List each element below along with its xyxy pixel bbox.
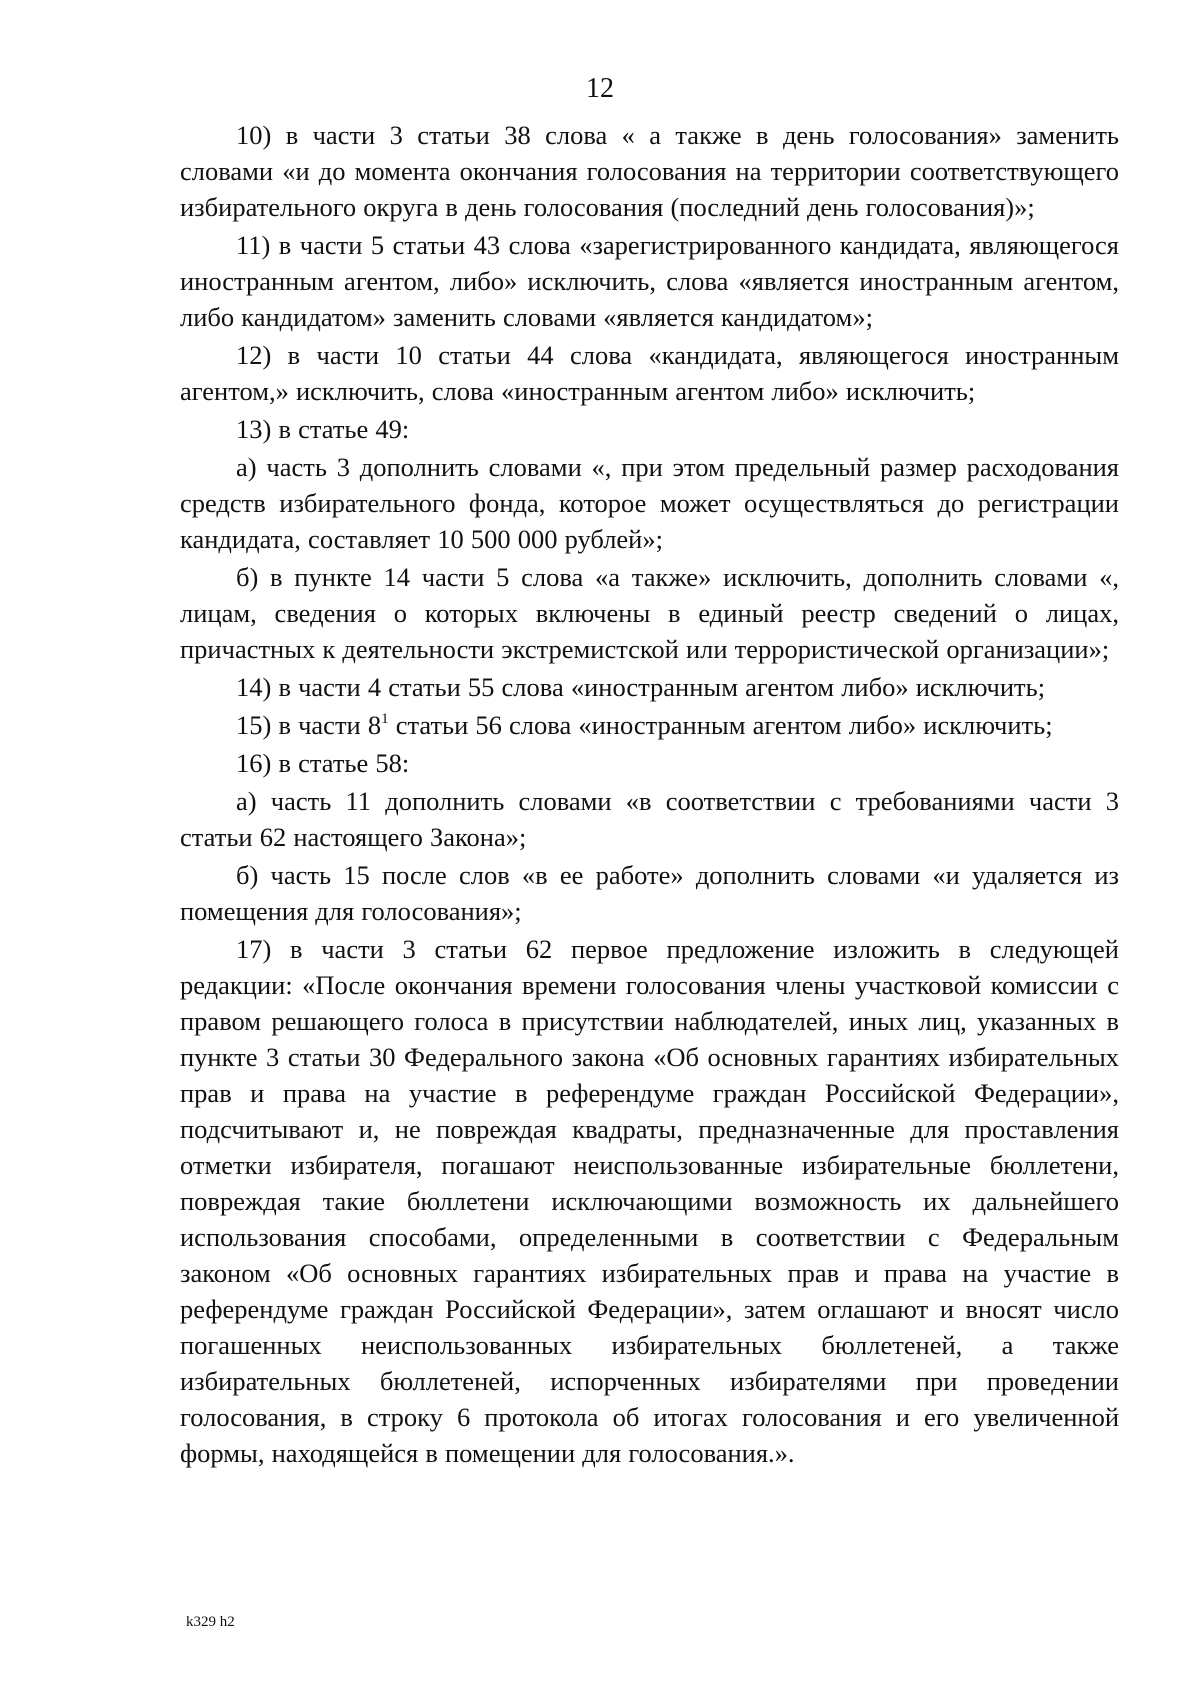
superscript-mark: 1 <box>381 711 389 727</box>
paragraph-item-15 <box>180 707 1119 743</box>
paragraph-item-13: 13) в статье 49: <box>236 414 410 444</box>
footer-code: k329 h2 <box>186 1614 235 1630</box>
paragraph-text: 15) в части 8 <box>236 710 382 740</box>
paragraph-item-14: 14) в части 4 статьи 55 слова «иностранным агентом либо» исключить; <box>236 672 1046 702</box>
page-number: 12 <box>586 73 614 104</box>
paragraph-item-10: 10) в части 3 статьи 38 слова « а также в день голосования» заменить словами «и до момента окончания голосования на территории соответствующего избирательного округа в день голосования (последний день голосования)»; <box>180 120 1119 222</box>
paragraph-item-17: 17) в части 3 статьи 62 первое предложение изложить в следующей редакции: «После окончания времени голосования члены участковой комиссии с правом решающего голоса в присутствии наблюдателей, иных лиц, указанных в пункте 3 статьи 30 Федерального закона «Об основных гарантиях избирательных прав и права на участие в референдуме граждан Российской Федерации», подсчитывают и, не повреждая квадраты, предназначенные для проставления отметки избирателя, погашают неиспользованные избирательные бюллетени, повреждая такие бюллетени исключающими возможность их дальнейшего использования способами, определенными в соответствии с Федеральным законом «Об основных гарантиях избирательных прав и права на участие в референдуме граждан Российской Федерации», затем оглашают и вносят число погашенных неиспользованных избирательных бюллетеней, а также избирательных бюллетеней, испорченных избирателями при проведении голосования, в строку 6 протокола об итогах голосования и его увеличенной формы, находящейся в помещении для голосования.». <box>180 934 1119 1468</box>
paragraph-item-16: 16) в статье 58: <box>236 748 410 778</box>
document-body <box>180 117 1119 1471</box>
paragraph-item-11: 11) в части 5 статьи 43 слова «зарегистрированного кандидата, являющегося иностранным агентом, либо» исключить, слова «является иностранным агентом, либо кандидатом» заменить словами «является кандидатом»; <box>180 230 1119 332</box>
paragraph-item-16b: б) часть 15 после слов «в ее работе» дополнить словами «и удаляется из помещения для голосования»; <box>180 860 1119 926</box>
paragraph-item-13b: б) в пункте 14 части 5 слова «а также» исключить, дополнить словами «, лицам, сведения о которых включены в единый реестр сведений о лицах, причастных к деятельности экстремистской или террористической организации»; <box>180 562 1119 664</box>
paragraph-text: статьи 56 слова «иностранным агентом либо» исключить; <box>388 710 1053 740</box>
paragraph-item-12: 12) в части 10 статьи 44 слова «кандидата, являющегося иностранным агентом,» исключить, слова «иностранным агентом либо» исключить; <box>180 340 1119 406</box>
paragraph-item-13a: а) часть 3 дополнить словами «, при этом предельный размер расходования средств избирательного фонда, которое может осуществляться до регистрации кандидата, составляет 10 500 000 рублей»; <box>180 452 1119 554</box>
paragraph-item-16a: а) часть 11 дополнить словами «в соответствии с требованиями части 3 статьи 62 настоящего Закона»; <box>180 786 1119 852</box>
